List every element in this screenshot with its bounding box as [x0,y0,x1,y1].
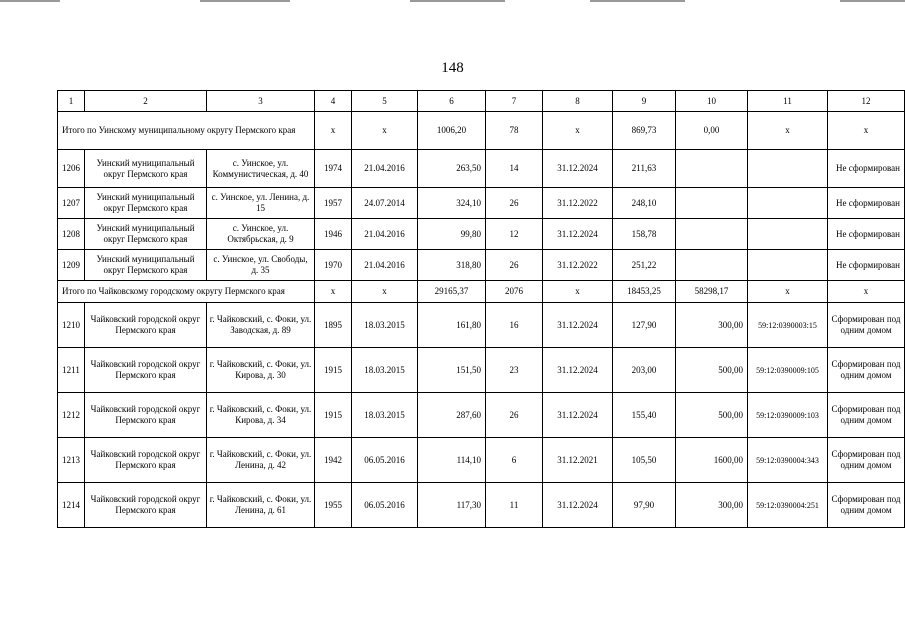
deadline-cell: 31.12.2024 [543,348,613,393]
address-cell: с. Уинское, ул. Свободы, д. 35 [207,250,315,281]
row-number: 1212 [58,393,85,438]
total-cell: x [543,112,613,150]
address-cell: г. Чайковский, с. Фоки, ул. Заводская, д. 89 [207,303,315,348]
people-cell: 12 [486,219,543,250]
status-cell: Сформирован под одним домом [828,393,905,438]
col-header: 12 [828,91,905,112]
total-cell: x [352,112,418,150]
table-row [58,348,905,393]
col-header: 7 [486,91,543,112]
land-area-cell: 500,00 [676,393,748,438]
total-cell: x [748,281,828,303]
people-cell: 11 [486,483,543,528]
table-row [58,188,905,219]
row-number: 1206 [58,150,85,188]
total-cell: x [352,281,418,303]
address-cell: г. Чайковский, с. Фоки, ул. Кирова, д. 30 [207,348,315,393]
date-cell: 21.04.2016 [352,150,418,188]
deadline-cell: 31.12.2024 [543,483,613,528]
people-cell: 26 [486,188,543,219]
land-area-cell [676,188,748,219]
table-row [58,483,905,528]
row-number: 1214 [58,483,85,528]
col-header: 10 [676,91,748,112]
value-cell: 248,10 [613,188,676,219]
col-header: 9 [613,91,676,112]
row-number: 1207 [58,188,85,219]
col-header: 4 [315,91,352,112]
year-cell: 1946 [315,219,352,250]
land-area-cell [676,150,748,188]
cadastral-cell: 59:12:0390004:251 [748,483,828,528]
deadline-cell: 31.12.2024 [543,303,613,348]
scan-artifact [410,0,505,2]
value-cell: 158,78 [613,219,676,250]
owner-cell: Чайковский городской округ Пермского края [85,303,207,348]
land-area-cell: 300,00 [676,303,748,348]
year-cell: 1915 [315,348,352,393]
date-cell: 21.04.2016 [352,250,418,281]
owner-cell: Уинский муниципальный округ Пермского края [85,150,207,188]
year-cell: 1955 [315,483,352,528]
people-cell: 14 [486,150,543,188]
address-cell: г. Чайковский, с. Фоки, ул. Кирова, д. 34 [207,393,315,438]
cadastral-cell [748,188,828,219]
value-cell: 127,90 [613,303,676,348]
total-cell: 18453,25 [613,281,676,303]
total-cell: x [315,281,352,303]
land-area-cell: 500,00 [676,348,748,393]
year-cell: 1957 [315,188,352,219]
scan-artifact [590,0,685,2]
value-cell: 251,22 [613,250,676,281]
land-area-cell [676,250,748,281]
total-row-chaikovsky [58,281,905,303]
status-cell: Не сформирован [828,150,905,188]
area-cell: 117,30 [418,483,486,528]
owner-cell: Уинский муниципальный округ Пермского края [85,219,207,250]
status-cell: Сформирован под одним домом [828,438,905,483]
status-cell: Сформирован под одним домом [828,348,905,393]
status-cell: Не сформирован [828,219,905,250]
total-label: Итого по Чайковскому городскому округу Пермского края [58,281,315,303]
area-cell: 161,80 [418,303,486,348]
address-cell: г. Чайковский, с. Фоки, ул. Ленина, д. 61 [207,483,315,528]
owner-cell: Чайковский городской округ Пермского края [85,438,207,483]
total-cell: x [543,281,613,303]
people-cell: 16 [486,303,543,348]
owner-cell: Уинский муниципальный округ Пермского края [85,250,207,281]
row-number: 1208 [58,219,85,250]
total-cell: 1006,20 [418,112,486,150]
land-area-cell: 300,00 [676,483,748,528]
deadline-cell: 31.12.2024 [543,150,613,188]
row-number: 1210 [58,303,85,348]
deadline-cell: 31.12.2022 [543,250,613,281]
owner-cell: Уинский муниципальный округ Пермского края [85,188,207,219]
address-cell: с. Уинское, ул. Ленина, д. 15 [207,188,315,219]
year-cell: 1942 [315,438,352,483]
date-cell: 06.05.2016 [352,483,418,528]
date-cell: 18.03.2015 [352,303,418,348]
year-cell: 1970 [315,250,352,281]
row-number: 1211 [58,348,85,393]
value-cell: 211,63 [613,150,676,188]
col-header: 3 [207,91,315,112]
area-cell: 263,50 [418,150,486,188]
total-cell: x [315,112,352,150]
date-cell: 21.04.2016 [352,219,418,250]
cadastral-cell: 59:12:0390004:343 [748,438,828,483]
row-number: 1213 [58,438,85,483]
value-cell: 97,90 [613,483,676,528]
area-cell: 287,60 [418,393,486,438]
table-row [58,250,905,281]
value-cell: 203,00 [613,348,676,393]
deadline-cell: 31.12.2022 [543,188,613,219]
table-row [58,393,905,438]
status-cell: Сформирован под одним домом [828,483,905,528]
cadastral-cell [748,250,828,281]
status-cell: Не сформирован [828,188,905,219]
total-cell: x [828,112,905,150]
col-header: 11 [748,91,828,112]
deadline-cell: 31.12.2024 [543,393,613,438]
table-row [58,438,905,483]
scan-artifact [200,0,290,2]
status-cell: Сформирован под одним домом [828,303,905,348]
total-cell: 0,00 [676,112,748,150]
scan-artifact [840,0,905,2]
total-cell: 78 [486,112,543,150]
address-cell: с. Уинское, ул. Коммунистическая, д. 40 [207,150,315,188]
cadastral-cell: 59:12:0390009:103 [748,393,828,438]
area-cell: 114,10 [418,438,486,483]
date-cell: 06.05.2016 [352,438,418,483]
year-cell: 1915 [315,393,352,438]
cadastral-cell [748,219,828,250]
total-cell: 58298,17 [676,281,748,303]
area-cell: 151,50 [418,348,486,393]
land-area-cell: 1600,00 [676,438,748,483]
table-row [58,150,905,188]
total-cell: 869,73 [613,112,676,150]
area-cell: 324,10 [418,188,486,219]
people-cell: 6 [486,438,543,483]
owner-cell: Чайковский городской округ Пермского края [85,393,207,438]
date-cell: 18.03.2015 [352,393,418,438]
people-cell: 23 [486,348,543,393]
table-row [58,219,905,250]
land-area-cell [676,219,748,250]
value-cell: 105,50 [613,438,676,483]
cadastral-cell: 59:12:0390003:15 [748,303,828,348]
address-cell: г. Чайковский, с. Фоки, ул. Ленина, д. 42 [207,438,315,483]
date-cell: 24.07.2014 [352,188,418,219]
scan-artifact [0,0,60,2]
date-cell: 18.03.2015 [352,348,418,393]
total-cell: x [748,112,828,150]
cadastral-cell: 59:12:0390009:105 [748,348,828,393]
value-cell: 155,40 [613,393,676,438]
housing-register-table [57,90,905,528]
col-header: 2 [85,91,207,112]
area-cell: 318,80 [418,250,486,281]
col-header: 5 [352,91,418,112]
col-header: 1 [58,91,85,112]
owner-cell: Чайковский городской округ Пермского края [85,348,207,393]
people-cell: 26 [486,393,543,438]
owner-cell: Чайковский городской округ Пермского края [85,483,207,528]
deadline-cell: 31.12.2024 [543,219,613,250]
table-row [58,303,905,348]
col-header: 6 [418,91,486,112]
total-cell: 2076 [486,281,543,303]
deadline-cell: 31.12.2021 [543,438,613,483]
total-row-uinsky [58,112,905,150]
year-cell: 1974 [315,150,352,188]
total-cell: 29165,37 [418,281,486,303]
address-cell: с. Уинское, ул. Октябрьская, д. 9 [207,219,315,250]
total-label: Итого по Уинскому муниципальному округу Пермского края [58,112,315,150]
total-cell: x [828,281,905,303]
col-header: 8 [543,91,613,112]
area-cell: 99,80 [418,219,486,250]
people-cell: 26 [486,250,543,281]
year-cell: 1895 [315,303,352,348]
page-number: 148 [441,60,464,76]
row-number: 1209 [58,250,85,281]
cadastral-cell [748,150,828,188]
status-cell: Не сформирован [828,250,905,281]
column-number-row [58,91,905,112]
